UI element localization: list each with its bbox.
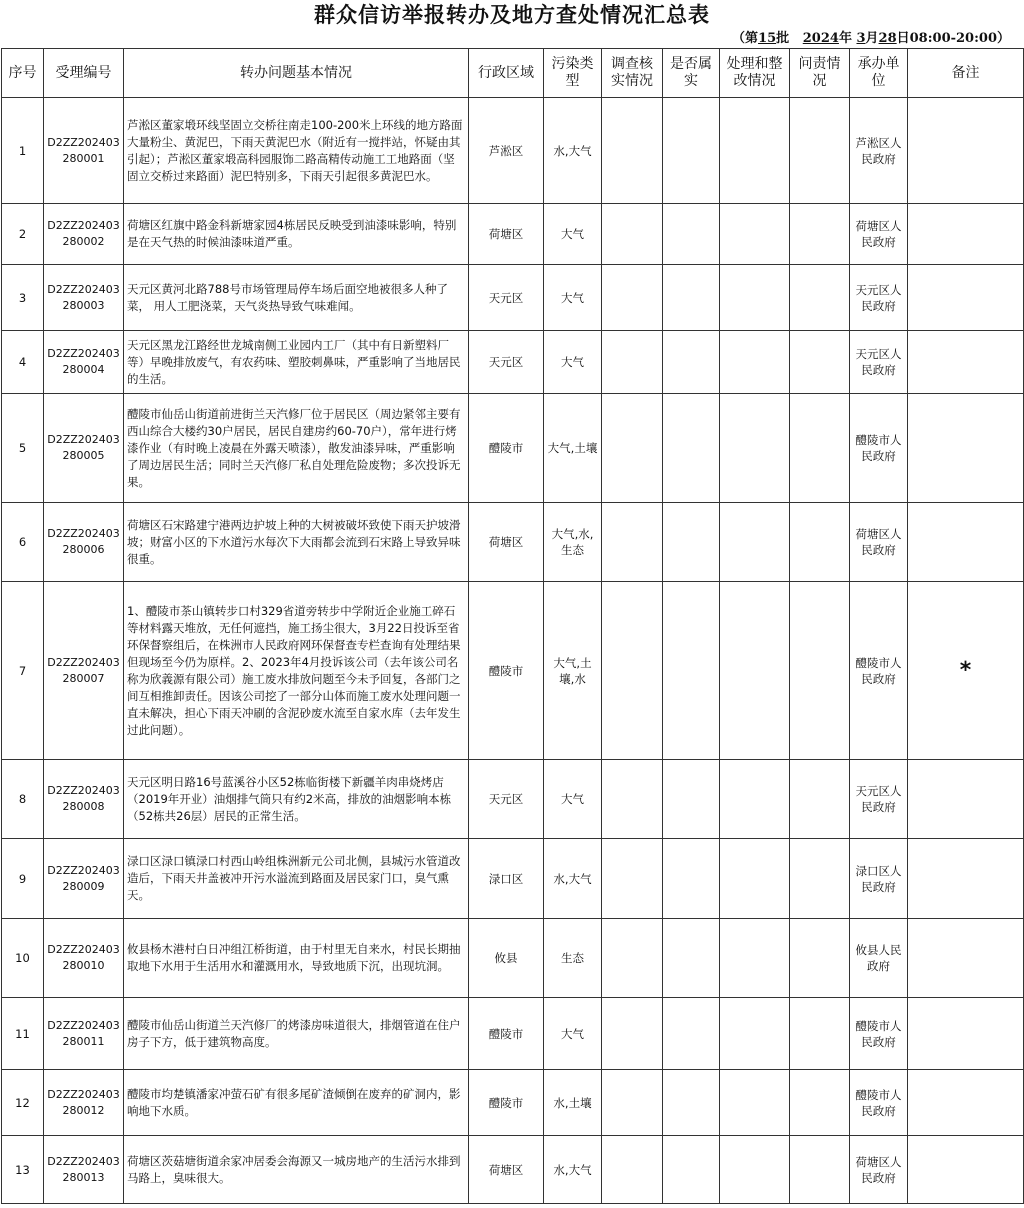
cell-desc: 天元区黄河北路788号市场管理局停车场后面空地被很多人种了菜， 用人工肥浇菜，天气炎热导致气味难闻。 bbox=[124, 265, 469, 331]
cell-accountability bbox=[790, 998, 850, 1070]
cell-unit: 醴陵市人民政府 bbox=[850, 998, 908, 1070]
cell-unit: 芦淞区人民政府 bbox=[850, 98, 908, 204]
cell-pollution: 大气 bbox=[544, 998, 602, 1070]
cell-accountability bbox=[790, 265, 850, 331]
cell-unit: 荷塘区人民政府 bbox=[850, 204, 908, 265]
cell-unit: 荷塘区人民政府 bbox=[850, 503, 908, 582]
cell-remark bbox=[908, 760, 1024, 839]
cell-verified bbox=[663, 1070, 720, 1136]
header-seq: 序号 bbox=[2, 49, 44, 98]
header-desc: 转办问题基本情况 bbox=[124, 49, 469, 98]
cell-desc: 醴陵市仙岳山街道兰天汽修厂的烤漆房味道很大，排烟管道在住户房子下方，低于建筑物高度。 bbox=[124, 998, 469, 1070]
cell-code: D2ZZ202403280008 bbox=[44, 760, 124, 839]
cell-region: 醴陵市 bbox=[469, 998, 544, 1070]
cell-pollution: 大气 bbox=[544, 265, 602, 331]
table-row bbox=[2, 839, 1024, 919]
cell-investigate bbox=[602, 919, 663, 998]
page-title: 群众信访举报转办及地方查处情况汇总表 bbox=[314, 2, 710, 27]
cell-verified bbox=[663, 919, 720, 998]
cell-handling bbox=[720, 265, 790, 331]
cell-code: D2ZZ202403280003 bbox=[44, 265, 124, 331]
cell-code: D2ZZ202403280007 bbox=[44, 582, 124, 760]
cell-verified bbox=[663, 839, 720, 919]
table-row bbox=[2, 265, 1024, 331]
cell-seq: 2 bbox=[2, 204, 44, 265]
cell-seq: 1 bbox=[2, 98, 44, 204]
batch-year: 2024 bbox=[802, 31, 839, 46]
cell-handling bbox=[720, 998, 790, 1070]
cell-accountability bbox=[790, 1136, 850, 1204]
cell-handling bbox=[720, 919, 790, 998]
cell-remark bbox=[908, 1136, 1024, 1204]
batch-number: 15 bbox=[758, 31, 777, 46]
cell-accountability bbox=[790, 839, 850, 919]
cell-investigate bbox=[602, 331, 663, 394]
header-code: 受理编号 bbox=[44, 49, 124, 98]
batch-month: 3 bbox=[856, 31, 866, 46]
cell-investigate bbox=[602, 582, 663, 760]
cell-region: 醴陵市 bbox=[469, 582, 544, 760]
cell-verified bbox=[663, 503, 720, 582]
table-row bbox=[2, 204, 1024, 265]
cell-pollution: 大气,水,生态 bbox=[544, 503, 602, 582]
cell-remark bbox=[908, 998, 1024, 1070]
cell-pollution: 大气 bbox=[544, 760, 602, 839]
header-investigate: 调查核实情况 bbox=[602, 49, 663, 98]
cell-investigate bbox=[602, 760, 663, 839]
header-remark: 备注 bbox=[908, 49, 1024, 98]
cell-pollution: 生态 bbox=[544, 919, 602, 998]
cell-code: D2ZZ202403280011 bbox=[44, 998, 124, 1070]
cell-seq: 6 bbox=[2, 503, 44, 582]
cell-seq: 9 bbox=[2, 839, 44, 919]
cell-investigate bbox=[602, 1070, 663, 1136]
cell-desc: 荷塘区石宋路建宁港两边护坡上种的大树被破坏致使下雨天护坡滑坡；财富小区的下水道污水每次下大雨都会流到石宋路上导致异味很重。 bbox=[124, 503, 469, 582]
cell-remark: * bbox=[908, 582, 1024, 760]
cell-handling bbox=[720, 582, 790, 760]
cell-remark bbox=[908, 919, 1024, 998]
header-unit: 承办单位 bbox=[850, 49, 908, 98]
cell-investigate bbox=[602, 394, 663, 503]
cell-verified bbox=[663, 582, 720, 760]
cell-region: 芦淞区 bbox=[469, 98, 544, 204]
cell-unit: 醴陵市人民政府 bbox=[850, 394, 908, 503]
cell-accountability bbox=[790, 1070, 850, 1136]
cell-desc: 攸县杨木港村白日冲组江桥街道，由于村里无自来水，村民长期抽取地下水用于生活用水和灌溉用水，导致地质下沉，出现坑洞。 bbox=[124, 919, 469, 998]
cell-desc: 1、醴陵市茶山镇转步口村329省道旁转步中学附近企业施工碎石等材料露天堆放，无任何遮挡，施工扬尘很大，3月22日投诉至省环保督察组后，在株洲市人民政府网环保督查专栏查询有处理结果但现场至今仍为原样。2、2023年4月投诉该公司（去年该公司名称为欣義源有限公司）施工废水排放问题至今未予回复，各部门之间互相推卸责任。因该公司挖了一部分山体而施工废水处理问题一直未解决，担心下雨天冲刷的含泥砂废水流至自家水库（去年发生过此问题）。 bbox=[124, 582, 469, 760]
cell-handling bbox=[720, 204, 790, 265]
table-row bbox=[2, 503, 1024, 582]
table-row bbox=[2, 582, 1024, 760]
cell-unit: 天元区人民政府 bbox=[850, 265, 908, 331]
cell-region: 醴陵市 bbox=[469, 1070, 544, 1136]
cell-verified bbox=[663, 998, 720, 1070]
table-row bbox=[2, 98, 1024, 204]
cell-desc: 荷塘区茨菇塘街道余家冲居委会海源又一城房地产的生活污水排到马路上，臭味很大。 bbox=[124, 1136, 469, 1204]
cell-unit: 醴陵市人民政府 bbox=[850, 582, 908, 760]
cell-handling bbox=[720, 1070, 790, 1136]
cell-pollution: 大气 bbox=[544, 331, 602, 394]
cell-handling bbox=[720, 98, 790, 204]
batch-day-suffix: 日08:00-20:00） bbox=[896, 31, 1010, 46]
table-row bbox=[2, 1136, 1024, 1204]
cell-region: 渌口区 bbox=[469, 839, 544, 919]
cell-pollution: 大气,土壤,水 bbox=[544, 582, 602, 760]
table-row bbox=[2, 919, 1024, 998]
cell-seq: 3 bbox=[2, 265, 44, 331]
cell-verified bbox=[663, 98, 720, 204]
cell-region: 天元区 bbox=[469, 331, 544, 394]
cell-remark bbox=[908, 98, 1024, 204]
cell-unit: 醴陵市人民政府 bbox=[850, 1070, 908, 1136]
cell-code: D2ZZ202403280006 bbox=[44, 503, 124, 582]
cell-code: D2ZZ202403280013 bbox=[44, 1136, 124, 1204]
cell-seq: 7 bbox=[2, 582, 44, 760]
cell-remark bbox=[908, 265, 1024, 331]
cell-remark bbox=[908, 204, 1024, 265]
cell-seq: 5 bbox=[2, 394, 44, 503]
cell-unit: 攸县人民政府 bbox=[850, 919, 908, 998]
cell-desc: 渌口区渌口镇渌口村西山岭组株洲新元公司北侧，县城污水管道改造后，下雨天井盖被冲开污水溢流到路面及居民家门口，臭气熏天。 bbox=[124, 839, 469, 919]
cell-unit: 天元区人民政府 bbox=[850, 760, 908, 839]
cell-investigate bbox=[602, 204, 663, 265]
cell-handling bbox=[720, 1136, 790, 1204]
cell-handling bbox=[720, 394, 790, 503]
batch-year-suffix: 年 bbox=[838, 31, 852, 46]
cell-seq: 4 bbox=[2, 331, 44, 394]
cell-verified bbox=[663, 265, 720, 331]
cell-remark bbox=[908, 331, 1024, 394]
cell-code: D2ZZ202403280012 bbox=[44, 1070, 124, 1136]
cell-region: 天元区 bbox=[469, 265, 544, 331]
cell-seq: 8 bbox=[2, 760, 44, 839]
cell-accountability bbox=[790, 760, 850, 839]
cell-desc: 荷塘区红旗中路金科新塘家园4栋居民反映受到油漆味影响，特别是在天气热的时候油漆味道严重。 bbox=[124, 204, 469, 265]
batch-prefix: （第 bbox=[732, 31, 759, 46]
cell-pollution: 水,大气 bbox=[544, 98, 602, 204]
cell-investigate bbox=[602, 839, 663, 919]
cell-code: D2ZZ202403280002 bbox=[44, 204, 124, 265]
cell-code: D2ZZ202403280001 bbox=[44, 98, 124, 204]
table-row bbox=[2, 1070, 1024, 1136]
cell-handling bbox=[720, 503, 790, 582]
header-handling: 处理和整改情况 bbox=[720, 49, 790, 98]
cell-region: 荷塘区 bbox=[469, 204, 544, 265]
cell-remark bbox=[908, 1070, 1024, 1136]
cell-seq: 11 bbox=[2, 998, 44, 1070]
cell-unit: 渌口区人民政府 bbox=[850, 839, 908, 919]
cell-accountability bbox=[790, 98, 850, 204]
cell-investigate bbox=[602, 98, 663, 204]
cell-investigate bbox=[602, 998, 663, 1070]
cell-unit: 荷塘区人民政府 bbox=[850, 1136, 908, 1204]
batch-day: 28 bbox=[878, 31, 897, 46]
header-pollution: 污染类型 bbox=[544, 49, 602, 98]
header-verified: 是否属实 bbox=[663, 49, 720, 98]
table-header-row bbox=[2, 49, 1024, 98]
cell-pollution: 水,大气 bbox=[544, 839, 602, 919]
cell-remark bbox=[908, 503, 1024, 582]
cell-unit: 天元区人民政府 bbox=[850, 331, 908, 394]
summary-table bbox=[1, 48, 1024, 1204]
cell-code: D2ZZ202403280004 bbox=[44, 331, 124, 394]
cell-pollution: 水,土壤 bbox=[544, 1070, 602, 1136]
cell-desc: 醴陵市仙岳山街道前进街兰天汽修厂位于居民区（周边紧邻主要有西山综合大楼约30户居民，居民自建房约60-70户），常年进行烤漆作业（有时晚上凌晨在外露天喷漆），散发油漆异味，严重影响了周边居民生活；同时兰天汽修厂私自处理危险废物；多次投诉无果。 bbox=[124, 394, 469, 503]
cell-region: 荷塘区 bbox=[469, 1136, 544, 1204]
cell-verified bbox=[663, 331, 720, 394]
cell-accountability bbox=[790, 394, 850, 503]
cell-pollution: 大气,土壤 bbox=[544, 394, 602, 503]
cell-verified bbox=[663, 204, 720, 265]
batch-suffix: 批 bbox=[776, 31, 790, 46]
cell-accountability bbox=[790, 204, 850, 265]
cell-region: 攸县 bbox=[469, 919, 544, 998]
cell-investigate bbox=[602, 1136, 663, 1204]
cell-seq: 10 bbox=[2, 919, 44, 998]
table-row bbox=[2, 998, 1024, 1070]
cell-pollution: 水,大气 bbox=[544, 1136, 602, 1204]
cell-code: D2ZZ202403280009 bbox=[44, 839, 124, 919]
header-region: 行政区域 bbox=[469, 49, 544, 98]
cell-desc: 醴陵市均楚镇潘家冲萤石矿有很多尾矿渣倾倒在废弃的矿洞内，影响地下水质。 bbox=[124, 1070, 469, 1136]
cell-pollution: 大气 bbox=[544, 204, 602, 265]
cell-remark bbox=[908, 839, 1024, 919]
cell-verified bbox=[663, 394, 720, 503]
cell-region: 醴陵市 bbox=[469, 394, 544, 503]
table-row bbox=[2, 331, 1024, 394]
cell-investigate bbox=[602, 503, 663, 582]
cell-region: 天元区 bbox=[469, 760, 544, 839]
batch-info bbox=[0, 30, 1024, 48]
cell-region: 荷塘区 bbox=[469, 503, 544, 582]
cell-seq: 13 bbox=[2, 1136, 44, 1204]
batch-month-suffix: 月 bbox=[865, 31, 879, 46]
cell-code: D2ZZ202403280005 bbox=[44, 394, 124, 503]
cell-desc: 天元区明日路16号蓝溪谷小区52栋临街楼下新疆羊肉串烧烤店（2019年开业）油烟排气筒只有约2米高，排放的油烟影响本栋（52栋共26层）居民的正常生活。 bbox=[124, 760, 469, 839]
cell-accountability bbox=[790, 331, 850, 394]
cell-desc: 天元区黑龙江路经世龙城南侧工业园内工厂（其中有日新塑料厂等）早晚排放废气，有农药味、塑胶刺鼻味，严重影响了当地居民的生活。 bbox=[124, 331, 469, 394]
cell-investigate bbox=[602, 265, 663, 331]
cell-desc: 芦淞区董家塅环线坚固立交桥往南走100-200米上环线的地方路面大量粉尘、黄泥巴，下雨天黄泥巴水（附近有一搅拌站，怀疑由其引起）；芦淞区董家塅高科园服饰二路高精传动施工工地路面（坚固立交桥过来路面）泥巴特别多，下雨天引起很多黄泥巴水。 bbox=[124, 98, 469, 204]
cell-accountability bbox=[790, 582, 850, 760]
cell-handling bbox=[720, 839, 790, 919]
cell-remark bbox=[908, 394, 1024, 503]
cell-code: D2ZZ202403280010 bbox=[44, 919, 124, 998]
cell-accountability bbox=[790, 919, 850, 998]
cell-handling bbox=[720, 331, 790, 394]
cell-accountability bbox=[790, 503, 850, 582]
cell-handling bbox=[720, 760, 790, 839]
table-row bbox=[2, 760, 1024, 839]
cell-verified bbox=[663, 1136, 720, 1204]
table-row bbox=[2, 394, 1024, 503]
header-accountability: 问责情况 bbox=[790, 49, 850, 98]
cell-verified bbox=[663, 760, 720, 839]
cell-seq: 12 bbox=[2, 1070, 44, 1136]
